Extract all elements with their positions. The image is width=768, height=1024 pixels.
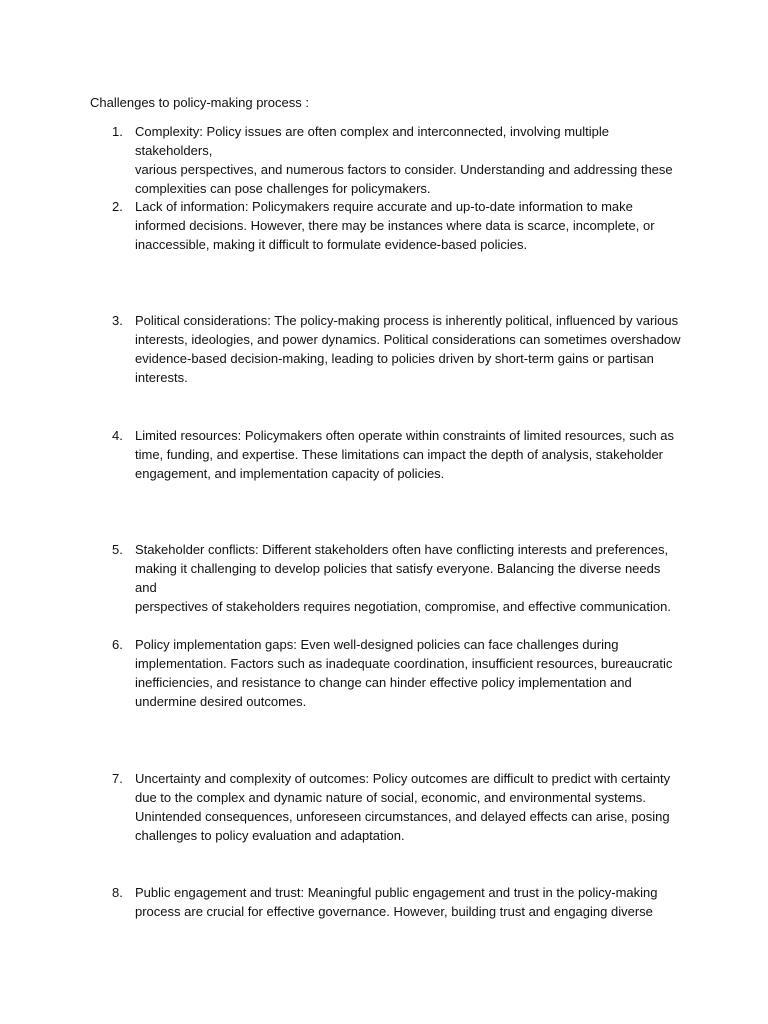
list-item-number: 6.	[112, 637, 123, 652]
list-item	[112, 197, 682, 254]
document-heading: Challenges to policy-making process :	[90, 95, 309, 110]
list-item-number: 1.	[112, 124, 123, 139]
list-item-number: 8.	[112, 885, 123, 900]
list-item-text: Policy implementation gaps: Even well-designed policies can face challenges during implementation. Factors such as inadequate coordination, insufficient resources, bureaucratic inefficiencies, and resistance to change can hinder effective policy implementation and undermine desired outcomes.	[135, 637, 673, 709]
list-item-number: 7.	[112, 771, 123, 786]
list-item	[112, 769, 682, 845]
list-item	[112, 883, 682, 921]
list-item-number: 3.	[112, 313, 123, 328]
list-item	[112, 122, 682, 198]
list-item-text: Public engagement and trust: Meaningful public engagement and trust in the policy-making process are crucial for effective governance. However, building trust and engaging diverse	[135, 885, 658, 919]
list-item-number: 5.	[112, 542, 123, 557]
list-item	[112, 311, 682, 387]
list-item	[112, 635, 682, 711]
list-item-text: Lack of information: Policymakers require accurate and up-to-date information to make informed decisions. However, there may be instances where data is scarce, incomplete, or inaccessible, making it difficult to formulate evidence-based policies.	[135, 199, 655, 252]
list-item-text: Political considerations: The policy-making process is inherently political, influenced by various interests, ideologies, and power dynamics. Political considerations can sometimes overshadow evidence-based decision-making, leading to policies driven by short-term gains or partisan interests.	[135, 313, 681, 385]
list-item-text: Limited resources: Policymakers often operate within constraints of limited resources, such as time, funding, and expertise. These limitations can impact the depth of analysis, stakeholder engagement, and implementation capacity of policies.	[135, 428, 675, 481]
list-item	[112, 540, 682, 616]
list-item	[112, 426, 682, 483]
list-item-number: 2.	[112, 199, 123, 214]
list-item-text: Uncertainty and complexity of outcomes: Policy outcomes are difficult to predict with certainty due to the complex and dynamic nature of social, economic, and environmental systems. Unintended consequences, unforeseen circumstances, and delayed effects can arise, posing challenges to policy evaluation and adaptation.	[135, 771, 671, 843]
list-item-text: Complexity: Policy issues are often complex and interconnected, involving multiple stakeholders, various perspectives, and numerous factors to consider. Understanding and addressing these complexities can pose challenges for policymakers.	[135, 124, 673, 196]
list-item-number: 4.	[112, 428, 123, 443]
list-item-text: Stakeholder conflicts: Different stakeholders often have conflicting interests and preferences, making it challenging to develop policies that satisfy everyone. Balancing the diverse needs and perspectives of stakeholders requires negotiation, compromise, and effective communication.	[135, 542, 671, 614]
